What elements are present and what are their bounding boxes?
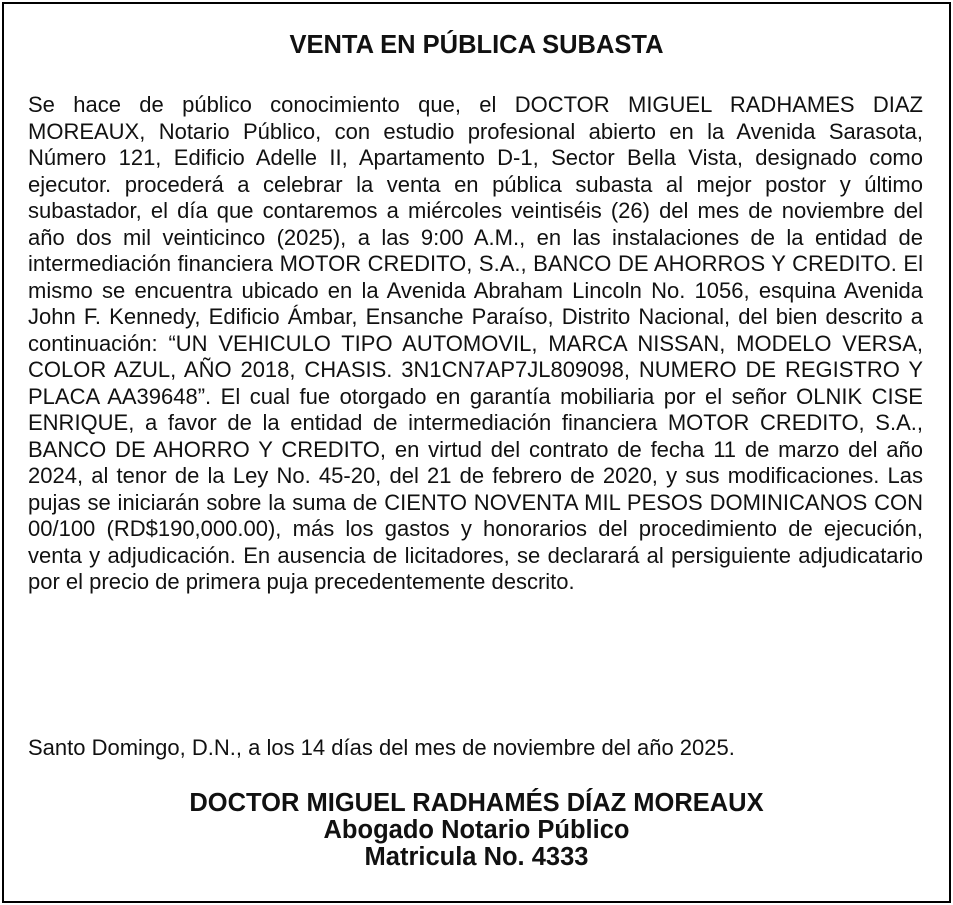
signature-block — [4, 790, 949, 871]
notice-box — [2, 2, 951, 903]
notice-closing-date: Santo Domingo, D.N., a los 14 días del mes de noviembre del año 2025. — [28, 735, 735, 760]
signature-role: Abogado Notario Público — [323, 816, 630, 844]
notice-title: VENTA EN PÚBLICA SUBASTA — [289, 31, 664, 59]
notice-body: Se hace de público conocimiento que, el DOCTOR MIGUEL RADHAMES DIAZ MOREAUX, Notario Público, con estudio profesional abierto en la Avenida Sarasota, Número 121, Edificio Adelle II, Apartamento D-1, Sector Bella Vista, designado como ejecutor. procederá a celebrar la venta en pública subasta al mejor postor y último subastador, el día que contaremos a miércoles veintiséis (26) del mes de noviembre del año dos mil veinticinco (2025), a las 9:00 A.M., en las instalaciones de la entidad de intermediación financiera MOTOR CREDITO, S.A., BANCO DE AHORROS Y CREDITO. El mismo se encuentra ubicado en la Avenida Abraham Lincoln No. 1056, esquina Avenida John F. Kennedy, Edificio Ámbar, Ensanche Paraíso, Distrito Nacional, del bien descrito a continuación: “UN VEHICULO TIPO AUTOMOVIL, MARCA NISSAN, MODELO VERSA, COLOR AZUL, AÑO 2018, CHASIS. 3N1CN7AP7JL809098, NUMERO DE REGISTRO Y PLACA AA39648”. El cual fue otorgado en garantía mobiliaria por el señor OLNIK CISE ENRIQUE, a favor de la entidad de intermediación financiera MOTOR CREDITO, S.A., BANCO DE AHORRO Y CREDITO, en virtud del contrato de fecha 11 de marzo del año 2024, al tenor de la Ley No. 45-20, del 21 de febrero de 2020, y sus modificaciones. Las pujas se iniciarán sobre la suma de CIENTO NOVENTA MIL PESOS DOMINICANOS CON 00/100 (RD$190,000.00), más los gastos y honorarios del procedimiento de ejecución, venta y adjudicación. En ausencia de licitadores, se declarará al persiguiente adjudicatario por el precio de primera puja precedentemente descrito. — [28, 92, 923, 594]
signature-name: DOCTOR MIGUEL RADHAMÉS DÍAZ MOREAUX — [189, 789, 764, 817]
signature-registration: Matricula No. 4333 — [364, 843, 589, 871]
